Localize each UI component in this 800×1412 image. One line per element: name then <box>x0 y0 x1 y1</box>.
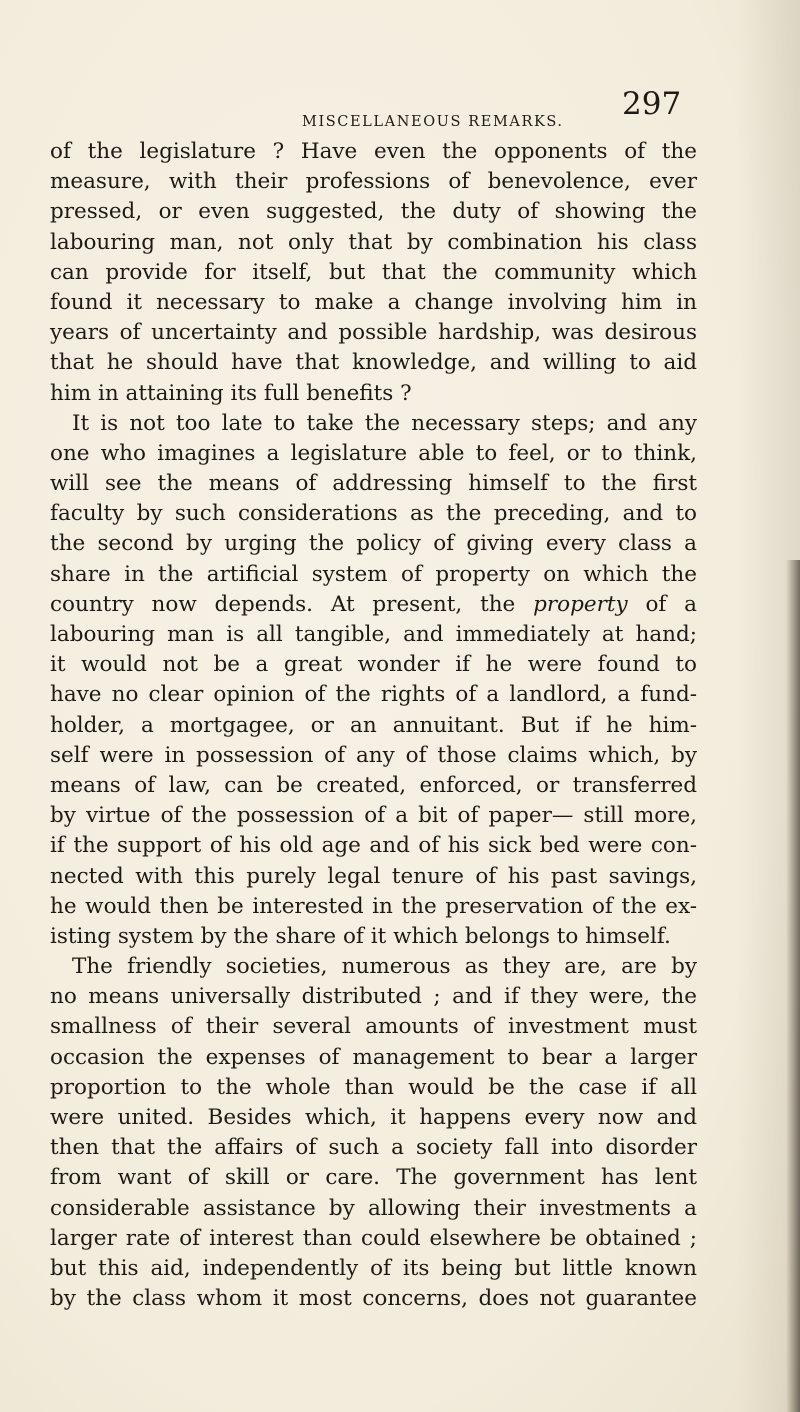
text-line: holder, a mortgagee, or an annuitant. But if he him- <box>50 712 697 738</box>
text-line: proportion to the whole than would be the case if all <box>50 1074 697 1100</box>
text-line: considerable assistance by allowing their investments a <box>50 1195 697 1221</box>
page-number: 297 <box>622 86 682 122</box>
text-line: self were in possession of any of those claims which, by <box>50 742 697 768</box>
text-line: means of law, can be created, enforced, or transferred <box>50 772 697 798</box>
page-shadow <box>786 560 800 1412</box>
text-segment: of a <box>645 591 697 617</box>
text-line: measure, with their professions of benevolence, ever <box>50 169 697 195</box>
text-line: labouring man is all tangible, and immediately at hand; <box>50 622 697 647</box>
text-line: can provide for itself, but that the community which <box>50 259 697 285</box>
text-line: it would not be a great wonder if he were found to <box>50 652 697 678</box>
text-line-with-emphasis <box>50 590 697 620</box>
paragraph-end-line: isting system by the share of it which belongs to himself. <box>50 923 671 949</box>
text-line: if the support of his old age and of his sick bed were con- <box>50 833 697 859</box>
text-line: of the legislature ? Have even the opponents of the <box>50 139 697 164</box>
paragraph-start-line: It is not too late to take the necessary steps; and any <box>72 410 697 436</box>
emphasized-word: property <box>533 591 628 617</box>
text-line: pressed, or even suggested, the duty of showing the <box>50 199 697 225</box>
paragraph-end-line: him in attaining its full benefits ? <box>50 380 412 406</box>
text-line: labouring man, not only that by combination his class <box>50 229 697 255</box>
page-header <box>0 86 800 136</box>
text-line: from want of skill or care. The government has lent <box>50 1165 697 1191</box>
text-line: will see the means of addressing himself to the first <box>50 471 697 497</box>
text-line: nected with this purely legal tenure of his past savings, <box>50 863 697 889</box>
paragraph-start-line: The friendly societies, numerous as they are, are by <box>72 954 697 980</box>
text-line: by the class whom it most concerns, does not guarantee <box>50 1286 697 1312</box>
text-segment: country now depends. At present, the <box>50 591 516 617</box>
text-line: found it necessary to make a change involving him in <box>50 289 697 315</box>
text-line: no means universally distributed ; and if they were, the <box>50 984 697 1010</box>
text-line: occasion the expenses of management to bear a larger <box>50 1044 697 1070</box>
text-line: but this aid, independently of its being but little known <box>50 1255 697 1281</box>
text-line: faculty by such considerations as the preceding, and to <box>50 501 697 527</box>
text-line: the second by urging the policy of giving every class a <box>50 531 697 557</box>
text-line: have no clear opinion of the rights of a landlord, a fund- <box>50 682 697 708</box>
text-line: share in the artificial system of property on which the <box>50 561 697 587</box>
text-line: he would then be interested in the preservation of the ex- <box>50 893 697 919</box>
text-line: that he should have that knowledge, and willing to aid <box>50 350 697 376</box>
text-line: smallness of their several amounts of investment must <box>50 1014 697 1040</box>
text-line: larger rate of interest than could elsewhere be obtained ; <box>50 1225 697 1251</box>
text-line: were united. Besides which, it happens every now and <box>50 1105 697 1130</box>
running-title: MISCELLANEOUS REMARKS. <box>302 114 564 130</box>
body-text <box>50 137 697 1314</box>
text-line: years of uncertainty and possible hardship, was desirous <box>50 320 697 346</box>
text-line: one who imagines a legislature able to feel, or to think, <box>50 440 697 466</box>
text-line: by virtue of the possession of a bit of paper— still more, <box>50 803 697 829</box>
text-line: then that the affairs of such a society fall into disorder <box>50 1135 697 1161</box>
